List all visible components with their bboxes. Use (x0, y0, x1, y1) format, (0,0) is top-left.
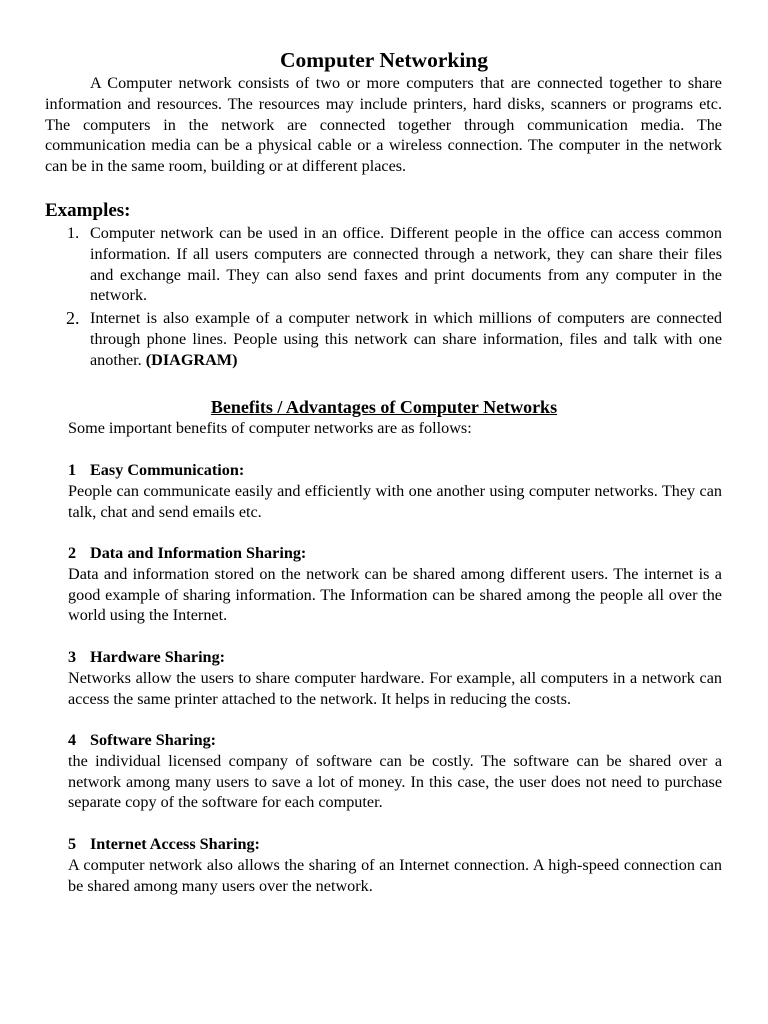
examples-list (45, 223, 722, 371)
benefit-section (68, 834, 722, 896)
benefit-heading (68, 834, 722, 855)
benefit-title: Internet Access Sharing: (90, 835, 260, 853)
benefit-title: Software Sharing: (90, 731, 217, 749)
example-text: Internet is also example of a computer network in which millions of computers are connected through phone lines. People using this network can share information, files and talk with one another. (90, 309, 722, 369)
benefit-number: 5 (68, 835, 77, 853)
benefit-body: the individual licensed company of software can be costly. The software can be shared over a network among many users to save a lot of money. In this case, the user does not need to purchase separate copy of the software for each computer. (68, 751, 722, 812)
example-item (45, 223, 722, 306)
benefit-number: 1 (68, 461, 77, 479)
example-number: 2. (66, 308, 80, 329)
benefit-section (68, 543, 722, 626)
benefit-heading (68, 460, 722, 481)
benefit-number: 4 (68, 731, 77, 749)
intro-paragraph: A Computer network consists of two or more computers that are connected together to share information and resources. The resources may include printers, hard disks, scanners or programs etc. The computers in the network are connected together through communication media. The communication media can be a physical cable or a wireless connection. The computer in the network can be in the same room, building or at different places. (45, 74, 722, 176)
benefit-heading (68, 647, 722, 668)
benefit-heading (68, 730, 722, 751)
benefit-section (68, 460, 722, 522)
benefits-intro: Some important benefits of computer networks are as follows: (68, 419, 472, 437)
benefit-body: Data and information stored on the network can be shared among different users. The internet is a good example of sharing information. The Information can be shared among the people all over the world using the Internet. (68, 564, 722, 625)
benefit-title: Hardware Sharing: (90, 648, 226, 666)
benefits-heading: Benefits / Advantages of Computer Networks (210, 397, 558, 417)
benefit-section (68, 730, 722, 813)
page-title: Computer Networking (279, 48, 489, 72)
benefit-title: Easy Communication: (90, 461, 245, 479)
benefit-body: A computer network also allows the sharing of an Internet connection. A high-speed connection can be shared among many users over the network. (68, 855, 722, 895)
example-number: 1. (67, 224, 80, 242)
benefit-number: 3 (68, 648, 77, 666)
examples-heading: Examples: (45, 200, 131, 221)
benefit-body: Networks allow the users to share computer hardware. For example, all computers in a network can access the same printer attached to the network. It helps in reducing the costs. (68, 668, 722, 708)
diagram-label: (DIAGRAM) (145, 350, 238, 369)
benefit-title: Data and Information Sharing: (90, 544, 307, 562)
benefit-body: People can communicate easily and efficiently with one another using computer networks. They can talk, chat and send emails etc. (68, 481, 722, 521)
example-item (45, 308, 722, 370)
benefit-section (68, 647, 722, 709)
benefit-number: 2 (68, 544, 77, 562)
benefit-heading (68, 543, 722, 564)
example-text: Computer network can be used in an office. Different people in the office can access common information. If all users computers are connected through a network, they can share their files and exchange mail. They can also send faxes and print documents from any computer in the network. (90, 224, 722, 305)
